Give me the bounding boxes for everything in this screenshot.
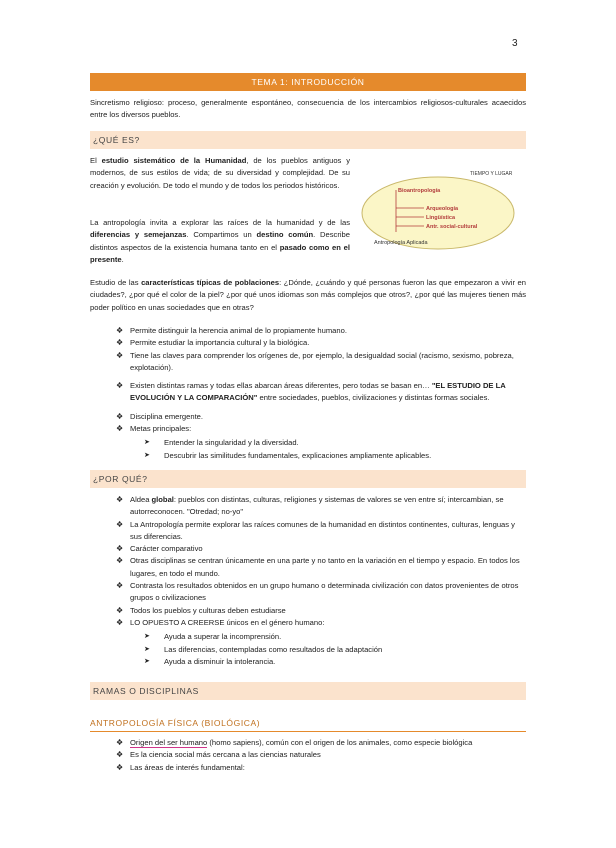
- diamond-bullet-icon: ❖: [116, 605, 124, 615]
- list-item: ❖ Existen distintas ramas y todas ellas abarcan áreas diferentes, pero todas se basan en… "EL ESTUDIO DE LA EVOLUCIÓN Y LA COMPARACIÓN" entre sociedades, pueblos, civilizaciones y distintas formas sociales.: [116, 381, 506, 403]
- list-item: ❖ Permite estudiar la importancia cultural y la biológica.: [116, 337, 526, 349]
- list-item: ❖ Todos los pueblos y culturas deben estudiarse: [116, 605, 526, 617]
- diagram-label-bio: Bioantropología: [398, 188, 441, 194]
- sub-list-item: ➤ Las diferencias, contempladas como resultados de la adaptación: [144, 644, 526, 656]
- diamond-bullet-icon: ❖: [116, 495, 124, 504]
- diagram-label-tiempo: TIEMPO Y LUGAR: [470, 171, 513, 177]
- diagram-label-ling: Lingüística: [426, 215, 456, 221]
- diamond-bullet-icon: ❖: [116, 556, 124, 566]
- list-item: ❖ Permite distinguir la herencia animal de lo propiamente humano.: [116, 325, 526, 337]
- anthropology-diagram: [360, 168, 530, 259]
- diamond-bullet-icon: ❖: [116, 581, 124, 591]
- sub-list-item: ➤ Descubrir las similitudes fundamentales, explicaciones ampliamente aplicables.: [144, 450, 526, 462]
- list-item: ❖ Es la ciencia social más cercana a las ciencias naturales: [116, 749, 526, 761]
- page-number: 3: [512, 38, 518, 49]
- paragraph-invitation: La antropología invita a explorar las raíces de la humanidad y de las diferencias y semejanzas. Compartimos un destino común. Describe distintos aspectos de la existencia humana tanto en el pasado como en el presente.: [90, 218, 350, 265]
- section2-bullet-list: [116, 494, 526, 668]
- list-item: ❖ Disciplina emergente.: [116, 411, 526, 423]
- list-item: ❖ Metas principales:: [116, 423, 526, 435]
- diagram-graphic: [360, 168, 530, 254]
- list-item: ❖ Origen del ser humano (homo sapiens), común con el origen de los animales, como especie biológica: [116, 737, 526, 749]
- list-item: ❖ Contrasta los resultados obtenidos en un grupo humano o determinada civilización con datos provenientes de otros grupos o civilizaciones: [116, 581, 519, 603]
- diamond-bullet-icon: ❖: [116, 326, 124, 335]
- page-title: TEMA 1: INTRODUCCIÓN: [90, 73, 526, 91]
- diamond-bullet-icon: ❖: [116, 424, 124, 434]
- subsection-divider: [90, 731, 526, 732]
- diamond-bullet-icon: ❖: [116, 350, 124, 360]
- arrow-bullet-icon: ➤: [144, 439, 150, 447]
- list-item: ❖ Aldea global: pueblos con distintas, culturas, religiones y sistemas de valores se ven entre sí; intercambian, se autorreconocen. "Otredad; no-yo": [116, 495, 504, 517]
- arrow-bullet-icon: ➤: [144, 633, 150, 641]
- diamond-bullet-icon: ❖: [116, 338, 124, 348]
- diamond-bullet-icon: ❖: [116, 762, 124, 772]
- section-heading-por-que: ¿POR QUÉ?: [90, 470, 526, 488]
- list-item: ❖ LO OPUESTO A CREERSE únicos en el género humano:: [116, 617, 526, 629]
- list-item: ❖ Carácter comparativo: [116, 543, 526, 555]
- list-item: ❖ Tiene las claves para comprender los orígenes de, por ejemplo, la desigualdad social (racismo, sexismo, pobreza, explotación).: [116, 350, 514, 372]
- arrow-bullet-icon: ➤: [144, 451, 150, 459]
- intro-paragraph: Sincretismo religioso: proceso, generalmente espontáneo, consecuencia de los intercambios religiosos-culturales acaecidos entre los diversos pueblos.: [90, 98, 526, 120]
- diamond-bullet-icon: ❖: [116, 381, 124, 391]
- section3-bullet-list: [116, 737, 526, 774]
- paragraph-characteristics: Estudio de las características típicas de poblaciones: ¿Dónde, ¿cuándo y qué personas fueron las que empezaron a vivir en ciudades?, ¿por qué el color de la piel? ¿por qué unos idiomas son más complejos que otros?, ¿por qué las mujeres tienen más poder político en unas sociedades que en otras?: [90, 278, 526, 312]
- diamond-bullet-icon: ❖: [116, 544, 124, 554]
- diamond-bullet-icon: ❖: [116, 617, 124, 627]
- list-item: ❖ Otras disciplinas se centran únicamente en una parte y no tanto en la variación en el tiempo y espacio. En todos los lugares, en todo el mundo.: [116, 556, 520, 578]
- diamond-bullet-icon: ❖: [116, 411, 124, 421]
- arrow-bullet-icon: ➤: [144, 645, 150, 653]
- diagram-label-arq: Arqueología: [426, 206, 459, 212]
- list-item: ❖ La Antropología permite explorar las raíces comunes de la humanidad en distintos continentes, culturas, lenguas y sus diferencias.: [116, 519, 515, 541]
- section-heading-que-es: ¿QUÉ ES?: [90, 131, 526, 149]
- diamond-bullet-icon: ❖: [116, 750, 124, 760]
- section-heading-ramas: RAMAS O DISCIPLINAS: [90, 682, 526, 700]
- diamond-bullet-icon: ❖: [116, 738, 124, 747]
- sub-list-item: ➤ Entender la singularidad y la diversidad.: [144, 437, 526, 449]
- diagram-label-antr: Antr. social-cultural: [426, 224, 478, 230]
- arrow-bullet-icon: ➤: [144, 657, 150, 665]
- list-item: ❖ Las áreas de interés fundamental:: [116, 762, 526, 774]
- paragraph-definition: El estudio sistemático de la Humanidad, de los pueblos antiguos y modernos, de sus estilos de vida; de su diversidad y complejidad. De su creación y evolución. De todo el mundo y de todos los periodos históricos.: [90, 156, 350, 190]
- section1-bullet-list: [116, 325, 526, 462]
- sub-list-item: ➤ Ayuda a disminuir la intolerancia.: [144, 656, 526, 668]
- diagram-label-aplic: Antropología Aplicada: [374, 240, 428, 246]
- diamond-bullet-icon: ❖: [116, 519, 124, 529]
- sub-list-item: ➤ Ayuda a superar la incomprensión.: [144, 631, 526, 643]
- subsection-heading-antropologia-fisica: ANTROPOLOGÍA FÍSICA (BIOLÓGICA): [90, 718, 261, 728]
